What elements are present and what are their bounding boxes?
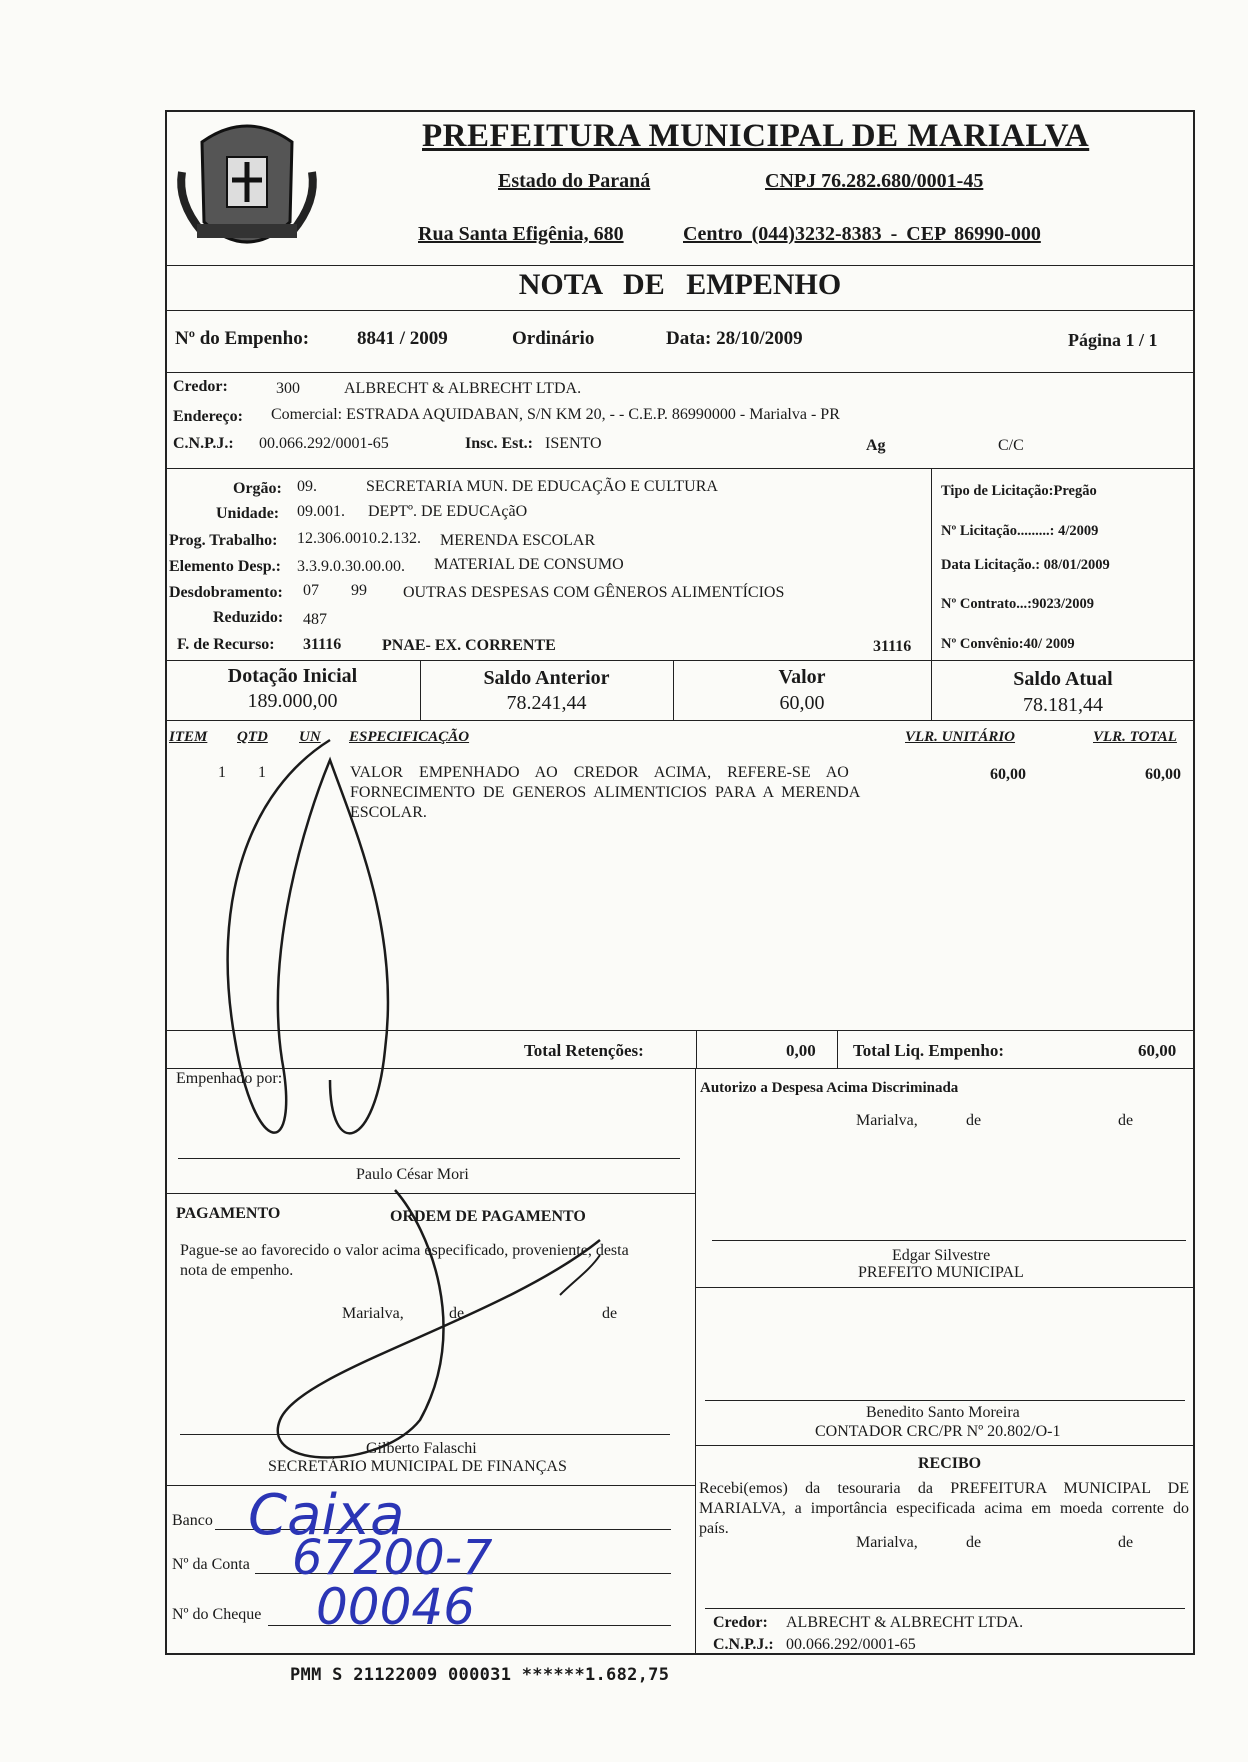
item-qtd: 1 bbox=[258, 764, 266, 781]
total-liq: 60,00 bbox=[1138, 1041, 1177, 1060]
pag-de-1: de bbox=[449, 1305, 465, 1322]
credor-cnpj-label: C.N.P.J.: bbox=[173, 435, 234, 452]
empenhado-por: Empenhado por: bbox=[176, 1070, 283, 1087]
rec-credor: ALBRECHT & ALBRECHT LTDA. bbox=[786, 1614, 1024, 1631]
credor-name: ALBRECHT & ALBRECHT LTDA. bbox=[344, 380, 582, 397]
item-number: 1 bbox=[218, 764, 226, 781]
sig-edgar-title: PREFEITO MUNICIPAL bbox=[858, 1264, 1024, 1281]
empenho-page: Página 1 / 1 bbox=[1068, 330, 1158, 350]
recibo-title: RECIBO bbox=[918, 1455, 982, 1472]
prog-desc: MERENDA ESCOLAR bbox=[440, 532, 596, 549]
credor-ag: Ag bbox=[866, 437, 886, 454]
doc-title: NOTA DE EMPENHO bbox=[518, 268, 842, 301]
sig-benedito-title: CONTADOR CRC/PR Nº 20.802/O-1 bbox=[815, 1423, 1061, 1440]
credor-cnpj: 00.066.292/0001-65 bbox=[259, 435, 389, 452]
recibo-text-3: país. bbox=[699, 1520, 729, 1537]
col-item: ITEM bbox=[169, 729, 208, 745]
orgao-desc: SECRETARIA MUN. DE EDUCAÇÃO E CULTURA bbox=[366, 478, 718, 495]
tipo-licitacao: Tipo de Licitação:Pregão bbox=[941, 483, 1097, 499]
header-address2: Centro (044)3232-8383 - CEP 86990-000 bbox=[683, 223, 1041, 245]
total-liq-label: Total Liq. Empenho: bbox=[853, 1041, 1004, 1060]
credor-label: Credor: bbox=[173, 378, 228, 395]
col-especificacao: ESPECIFICAÇÃO bbox=[349, 729, 470, 745]
total-retencoes: 0,00 bbox=[786, 1041, 816, 1060]
unidade-label: Unidade: bbox=[216, 505, 280, 522]
item-desc-3: ESCOLAR. bbox=[350, 804, 427, 821]
cheque-label: Nº do Cheque bbox=[172, 1606, 262, 1623]
fonte-label: F. de Recurso: bbox=[177, 636, 275, 653]
valor-value: 60,00 bbox=[779, 692, 825, 714]
header-title: PREFEITURA MUNICIPAL DE MARIALVA bbox=[422, 118, 1090, 154]
banco-label: Banco bbox=[172, 1512, 213, 1529]
item-desc-2: FORNECIMENTO DE GENEROS ALIMENTICIOS PARA A MERENDA bbox=[350, 784, 861, 801]
desd-desc: OUTRAS DESPESAS COM GÊNEROS ALIMENTÍCIOS bbox=[403, 584, 785, 601]
fonte2: 31116 bbox=[873, 638, 912, 655]
dotacao-value: 189.000,00 bbox=[247, 690, 338, 712]
elem-desc: MATERIAL DE CONSUMO bbox=[434, 556, 624, 573]
saldo-atual-value: 78.181,44 bbox=[1023, 694, 1103, 716]
pag-de-2: de bbox=[602, 1305, 618, 1322]
recibo-text-2: MARIALVA, a importância especificada acima em moeda corrente do bbox=[699, 1500, 1189, 1517]
empenho-num: 8841 / 2009 bbox=[357, 328, 448, 349]
saldo-anterior-label: Saldo Anterior bbox=[483, 667, 610, 689]
total-retencoes-label: Total Retenções: bbox=[524, 1041, 644, 1060]
credor-addr-label: Endereço: bbox=[173, 408, 243, 425]
desd-label: Desdobramento: bbox=[169, 584, 283, 601]
payment-stamp: PMM S 21122009 000031 ******1.682,75 bbox=[290, 1665, 670, 1685]
contrato: Nº Contrato...:9023/2009 bbox=[941, 596, 1094, 612]
saldo-atual-label: Saldo Atual bbox=[1013, 668, 1113, 690]
aut-de-2: de bbox=[1118, 1112, 1134, 1129]
col-qtd: QTD bbox=[237, 729, 268, 745]
col-vlr-total: VLR. TOTAL bbox=[1093, 729, 1177, 745]
pagamento-title: PAGAMENTO bbox=[176, 1205, 281, 1222]
handwritten-banco: Caixa bbox=[248, 1483, 405, 1548]
col-un: UN bbox=[299, 729, 321, 745]
reduzido-label: Reduzido: bbox=[213, 609, 284, 626]
ordem-pagamento: ORDEM DE PAGAMENTO bbox=[390, 1208, 586, 1225]
orgao-label: Orgão: bbox=[233, 480, 282, 497]
sig-benedito: Benedito Santo Moreira bbox=[866, 1404, 1020, 1421]
header-cnpj: CNPJ 76.282.680/0001-45 bbox=[765, 170, 984, 192]
elem: 3.3.9.0.30.00.00. bbox=[297, 558, 405, 575]
sig-paulo: Paulo César Mori bbox=[356, 1166, 469, 1183]
pag-text-1: Pague-se ao favorecido o valor acima especificado, proveniente, desta bbox=[180, 1242, 629, 1259]
unidade: 09.001. bbox=[297, 503, 345, 520]
fonte: 31116 bbox=[303, 636, 342, 653]
item-vt: 60,00 bbox=[1145, 766, 1181, 783]
orgao: 09. bbox=[297, 478, 317, 495]
rec-marialva: Marialva, bbox=[856, 1534, 918, 1551]
rec-cnpj-label: C.N.P.J.: bbox=[713, 1636, 774, 1653]
dotacao-label: Dotação Inicial bbox=[227, 665, 358, 687]
pag-marialva: Marialva, bbox=[342, 1305, 404, 1322]
empenho-type: Ordinário bbox=[512, 328, 595, 349]
desd1: 07 bbox=[303, 582, 319, 599]
autorizo: Autorizo a Despesa Acima Discriminada bbox=[700, 1080, 959, 1096]
data-licitacao: Data Licitação.: 08/01/2009 bbox=[941, 557, 1110, 573]
rec-credor-label: Credor: bbox=[713, 1614, 768, 1631]
empenho-date: Data: 28/10/2009 bbox=[666, 328, 803, 349]
saldo-anterior-value: 78.241,44 bbox=[506, 692, 587, 714]
item-vu: 60,00 bbox=[990, 766, 1026, 783]
fonte-desc: PNAE- EX. CORRENTE bbox=[382, 637, 556, 654]
item-desc-1: VALOR EMPENHADO AO CREDOR ACIMA, REFERE-SE AO bbox=[350, 764, 849, 781]
desd2: 99 bbox=[351, 582, 367, 599]
handwritten-cheque: 00046 bbox=[316, 1578, 476, 1636]
header-state: Estado do Paraná bbox=[498, 170, 651, 192]
rec-cnpj: 00.066.292/0001-65 bbox=[786, 1636, 916, 1653]
empenho-num-label: Nº do Empenho: bbox=[175, 328, 310, 349]
rec-de-1: de bbox=[966, 1534, 982, 1551]
pag-text-2: nota de empenho. bbox=[180, 1262, 294, 1279]
conta-label: Nº da Conta bbox=[172, 1556, 250, 1573]
credor-insc: ISENTO bbox=[545, 435, 602, 452]
header-address: Rua Santa Efigênia, 680 bbox=[418, 223, 624, 245]
credor-addr: Comercial: ESTRADA AQUIDABAN, S/N KM 20, - - C.E.P. 86990000 - Marialva - PR bbox=[271, 406, 840, 423]
prog-label: Prog. Trabalho: bbox=[169, 532, 278, 549]
col-vlr-unitario: VLR. UNITÁRIO bbox=[905, 729, 1016, 745]
reduzido: 487 bbox=[303, 611, 327, 628]
sig-gilberto: Gilberto Falaschi bbox=[366, 1440, 477, 1457]
recibo-text-1: Recebi(emos) da tesouraria da PREFEITURA MUNICIPAL DE bbox=[699, 1480, 1189, 1497]
aut-de-1: de bbox=[966, 1112, 982, 1129]
convenio: Nº Convênio:40/ 2009 bbox=[941, 636, 1075, 652]
rec-de-2: de bbox=[1118, 1534, 1134, 1551]
handwritten-conta: 67200-7 bbox=[292, 1530, 493, 1586]
aut-marialva: Marialva, bbox=[856, 1112, 918, 1129]
credor-code: 300 bbox=[276, 380, 300, 397]
num-licitacao: Nº Licitação.........: 4/2009 bbox=[941, 523, 1099, 539]
coat-of-arms-logo bbox=[172, 112, 322, 257]
valor-label: Valor bbox=[778, 666, 826, 688]
prog: 12.306.0010.2.132. bbox=[297, 530, 421, 547]
unidade-desc: DEPTº. DE EDUCAçãO bbox=[368, 503, 528, 520]
credor-insc-label: Insc. Est.: bbox=[465, 435, 534, 452]
sig-gilberto-title: SECRETÁRIO MUNICIPAL DE FINANÇAS bbox=[268, 1458, 567, 1475]
sig-edgar: Edgar Silvestre bbox=[892, 1247, 991, 1264]
credor-cc: C/C bbox=[998, 437, 1024, 454]
elem-label: Elemento Desp.: bbox=[169, 558, 281, 575]
